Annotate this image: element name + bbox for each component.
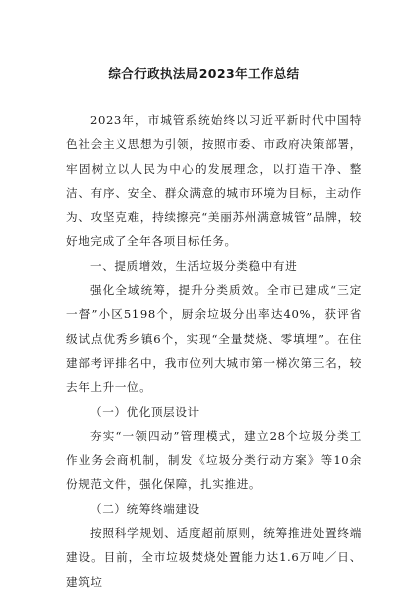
subsection-heading-2: （二）统筹终端建设 bbox=[90, 501, 200, 516]
subsection-2-paragraph: 按照科学规划、适度超前原则，统筹推进处置终端建设。目前，全市垃圾焚烧处置能力达1.6万吨／日、建筑垃 bbox=[66, 526, 362, 589]
document-title: 综合行政执法局2023年工作总结 bbox=[108, 66, 300, 81]
subsection-heading-1: （一）优化顶层设计 bbox=[90, 404, 200, 419]
section-1-paragraph: 强化全域统筹，提升分类质效。全市已建成“三定一督”小区5198个，厨余垃圾分出率达40%，获评省级试点优秀乡镇6个，实现“全量焚烧、零填埋”。在住建部考评排名中，我市位列大城市第一梯次第三名，较去年上升一位。 bbox=[66, 283, 362, 395]
subsection-1-paragraph: 夯实“一领四动”管理模式，建立28个垃圾分类工作业务会商机制，制发《垃圾分类行动方案》等10余份规范文件，强化保障，扎实推进。 bbox=[66, 428, 362, 492]
section-heading-1: 一、提质增效，生活垃圾分类稳中有进 bbox=[90, 258, 298, 273]
intro-paragraph: 2023年，市城管系统始终以习近平新时代中国特色社会主义思想为引领，按照市委、市政府决策部署，牢固树立以人民为中心的发展理念，以打造干净、整洁、有序、安全、群众满意的城市环境为目标，主动作为、攻坚克难，持续擦亮“美丽苏州满意城管”品牌，较好地完成了全年各项目标任务。 bbox=[66, 113, 362, 249]
